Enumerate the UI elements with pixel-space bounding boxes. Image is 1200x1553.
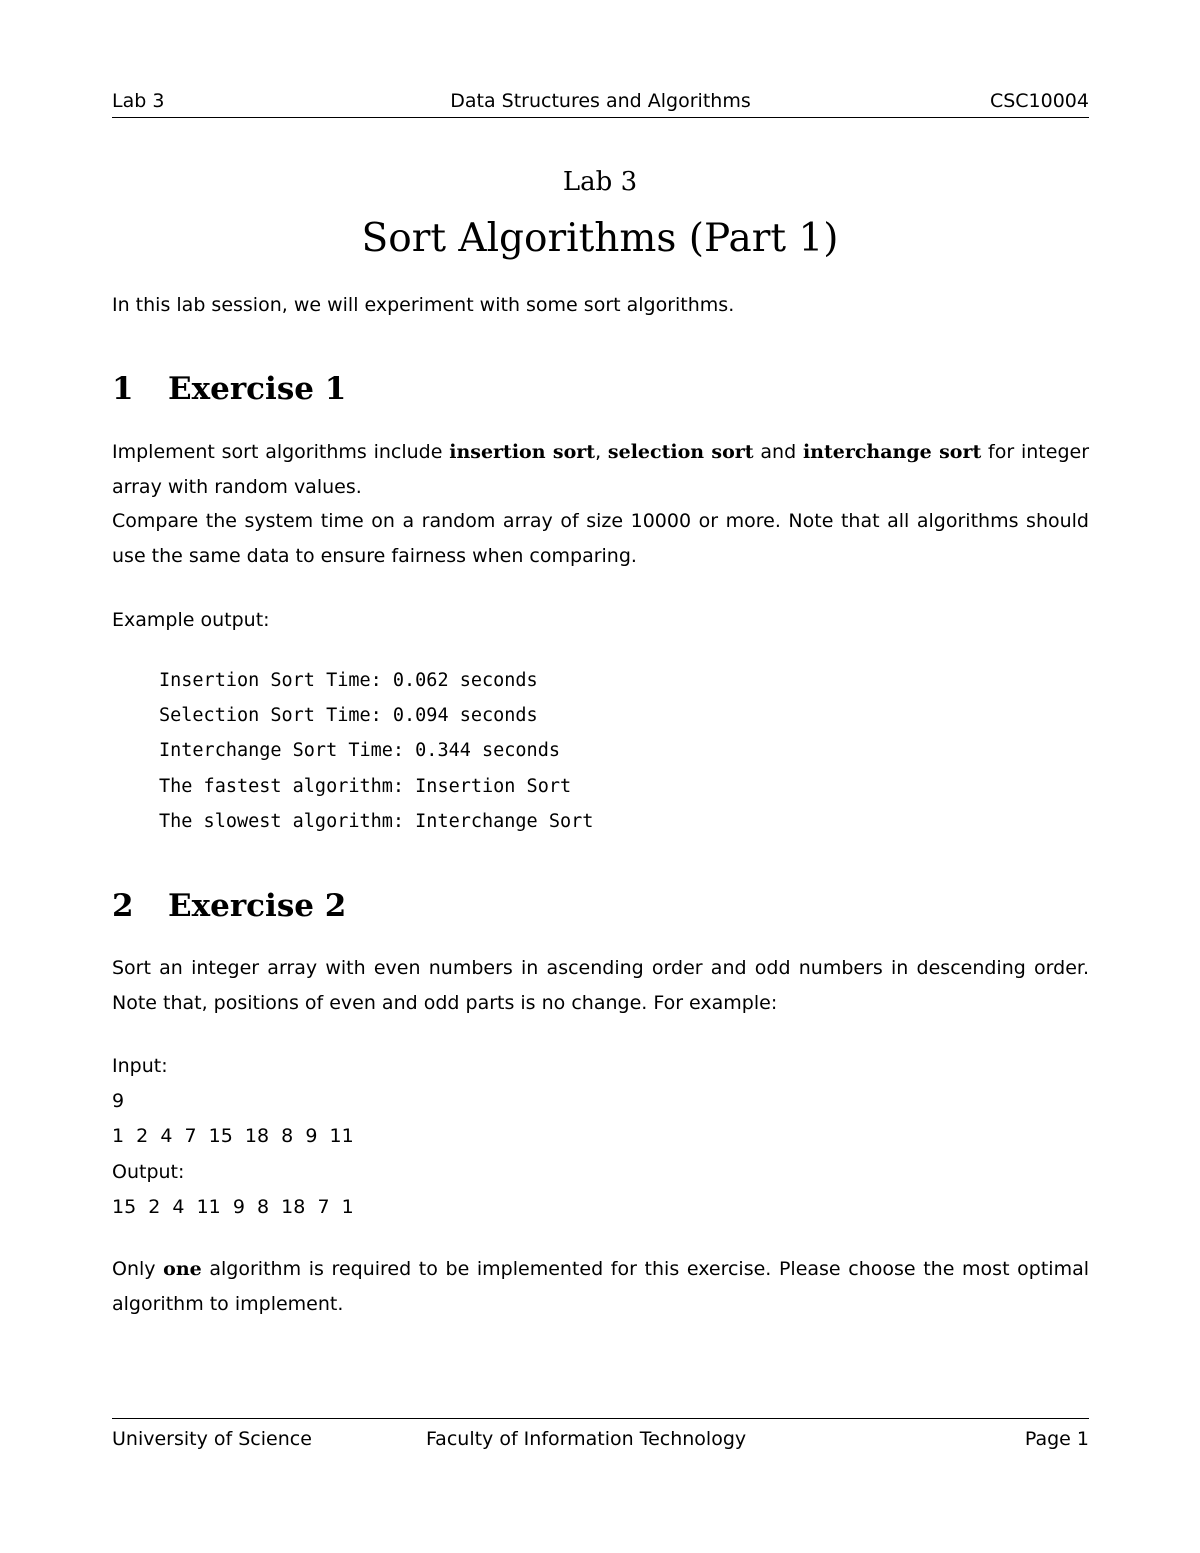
example-output-label: Example output:	[112, 609, 270, 631]
exercise-1-paragraph-2: Compare the system time on a random array of size 10000 or more. Note that all algorithms should use the same data to ensure fairness when comparing.	[112, 510, 1089, 567]
running-footer	[112, 1426, 1089, 1452]
exercise-2-paragraph-1: Sort an integer array with even numbers in ascending order and odd numbers in descending order. Note that, positions of even and odd parts is no change. For example:	[112, 957, 1089, 1014]
lab-label: Lab 3	[562, 167, 638, 197]
section-1-heading	[112, 369, 346, 409]
footer-center: Faculty of Information Technology	[426, 1428, 747, 1450]
ex2-p2-text-b: algorithm is required to be implemented for this exercise. Please choose the most optimal algorithm to implement.	[112, 1258, 1090, 1315]
intro-paragraph: In this lab session, we will experiment with some sort algorithms.	[112, 294, 735, 316]
page-title: Sort Algorithms (Part 1)	[361, 216, 839, 261]
section-2-heading	[112, 886, 346, 926]
io-line: Input:	[112, 1055, 168, 1077]
ex1-term-interchange-sort: interchange sort	[802, 441, 982, 463]
example-output-block	[159, 663, 593, 839]
example-io-block	[112, 1049, 354, 1225]
io-line: Output:	[112, 1160, 185, 1183]
output-line: Selection Sort Time: 0.094 seconds	[159, 705, 538, 727]
output-line: Insertion Sort Time: 0.062 seconds	[159, 670, 538, 691]
exercise-2-paragraph-2	[112, 1252, 1089, 1322]
section-1-title: Exercise 1	[168, 371, 347, 407]
section-2-title: Exercise 2	[168, 888, 347, 924]
ex1-p1-text-c: and	[753, 441, 803, 463]
ex1-term-insertion-sort: insertion sort	[449, 441, 596, 463]
footer-left: University of Science	[112, 1428, 312, 1450]
output-line: The fastest algorithm: Insertion Sort	[159, 775, 572, 797]
page-number: Page 1	[1024, 1428, 1089, 1450]
exercise-1-paragraph-1	[112, 435, 1089, 505]
ex1-term-selection-sort: selection sort	[607, 441, 754, 463]
output-line: Interchange Sort Time: 0.344 seconds	[159, 740, 560, 762]
io-line: 15 2 4 11 9 8 18 7 1	[112, 1195, 354, 1218]
ex1-p1-text-a: Implement sort algorithms include	[112, 441, 450, 463]
header-right: CSC10004	[989, 90, 1089, 112]
header-rule	[112, 117, 1089, 118]
io-line: 9	[112, 1090, 125, 1113]
header-center: Data Structures and Algorithms	[450, 90, 751, 112]
ex1-p1-text-d: for integer array with random values.	[112, 441, 1089, 498]
header-left: Lab 3	[112, 90, 165, 112]
ex2-emphasis-one: one	[163, 1258, 202, 1280]
running-header	[112, 88, 1089, 114]
ex2-p2-text-a: Only	[112, 1258, 164, 1280]
section-1-number: 1	[112, 371, 134, 407]
ex1-p1-text-b: ,	[595, 441, 608, 463]
section-2-number: 2	[112, 888, 134, 924]
io-line: 1 2 4 7 15 18 8 9 11	[112, 1125, 354, 1148]
output-line: The slowest algorithm: Interchange Sort	[159, 810, 594, 832]
footer-rule	[112, 1418, 1089, 1419]
